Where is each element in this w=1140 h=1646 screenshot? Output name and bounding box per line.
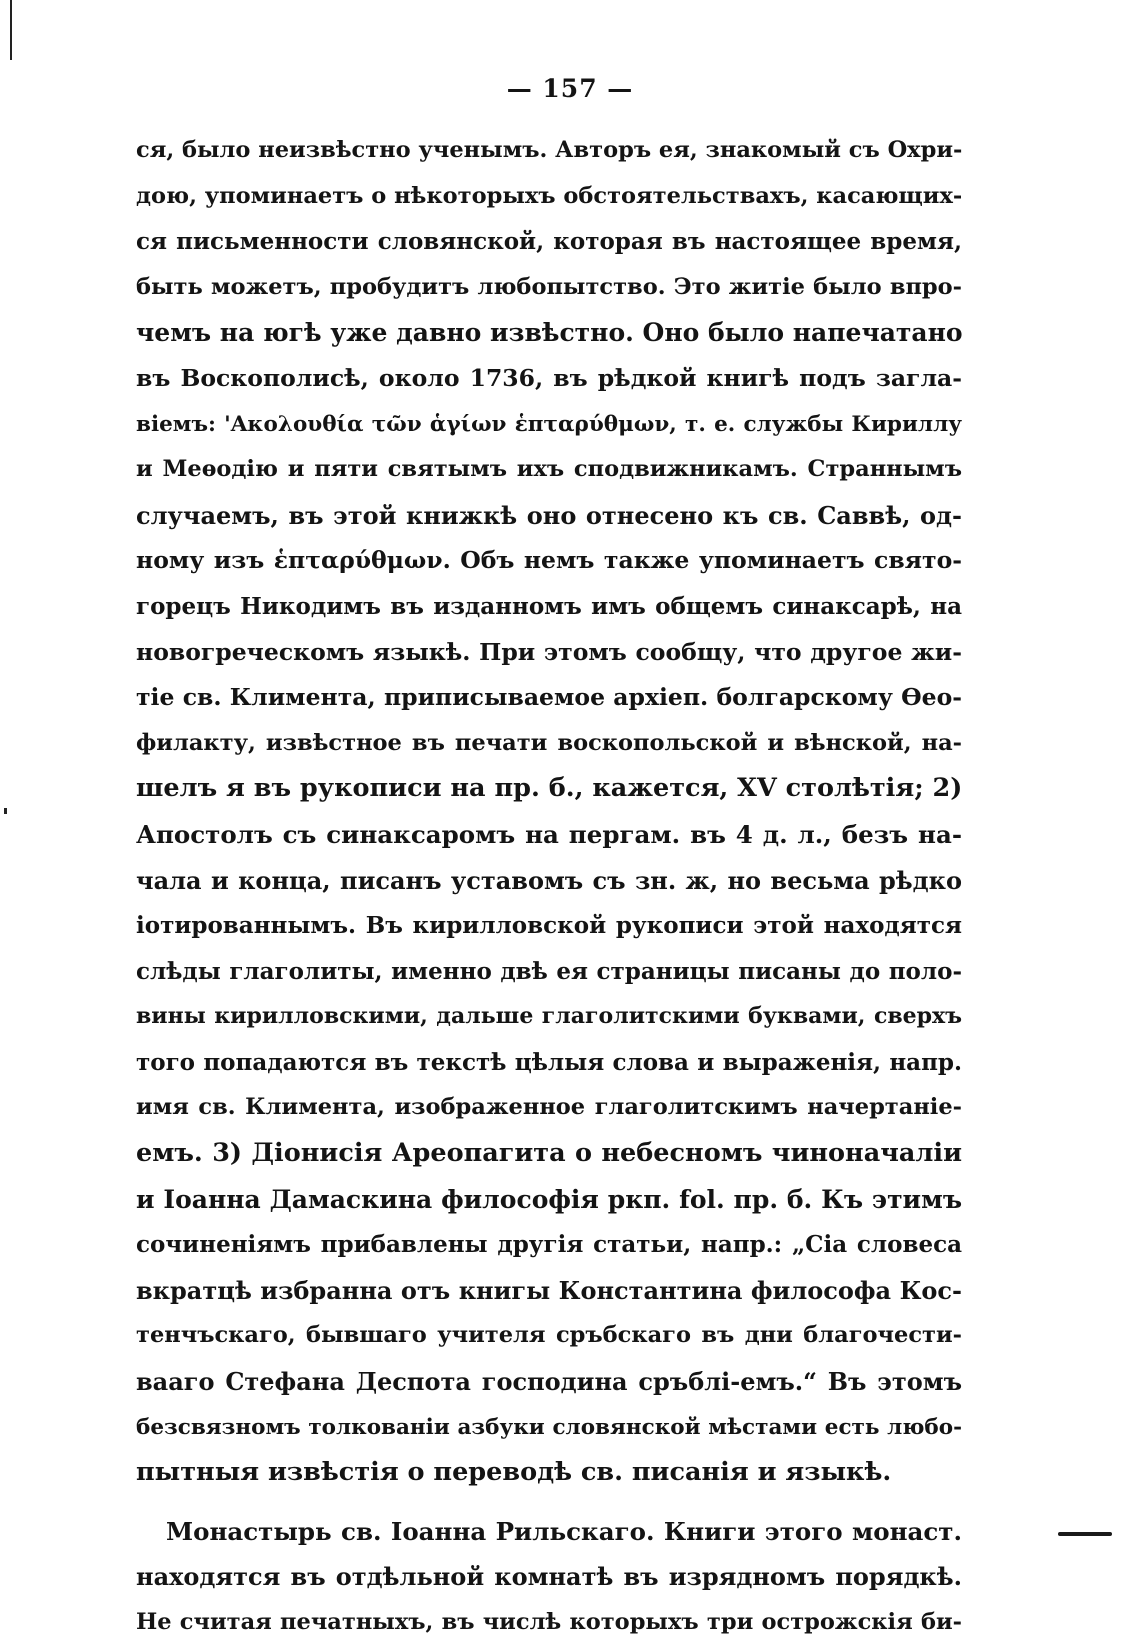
text-line: ному изъ ἑπταρύθμων. Объ немъ также упоминаетъ свято-	[136, 546, 962, 575]
text-line: того попадаются въ текстѣ цѣлыя слова и выраженія, напр.	[136, 1048, 962, 1076]
text-line: чала и конца, писанъ уставомъ съ зн. ж, но весьма рѣдко	[136, 865, 962, 895]
text-line: Не считая печатныхъ, въ числѣ которыхъ три острожскія би-	[136, 1609, 962, 1635]
scan-border-line	[10, 0, 12, 60]
text-line: іотированнымъ. Въ кирилловской рукописи этой находятся	[136, 912, 962, 940]
text-line: ся, было неизвѣстно ученымъ. Авторъ ея, знакомый съ Охри-	[136, 137, 963, 163]
text-line: тіе св. Климента, приписываемое архіеп. болгарскому Ѳео-	[136, 683, 962, 712]
text-line: вааго Стефана Деспота господина сръблі-емъ.“ Въ этомъ	[136, 1367, 962, 1397]
text-line: ся письменности словянской, которая въ настоящее время,	[136, 228, 962, 256]
text-line: слѣды глаголиты, именно двѣ ея страницы писаны до поло-	[136, 957, 962, 985]
text-line: сочиненіямъ прибавлены другія статьи, напр.: „Сіа словеса	[136, 1231, 962, 1259]
text-line: быть можетъ, пробудитъ любопытство. Это житіе было впро-	[136, 273, 962, 300]
text-line: вкратцѣ избранна отъ книгы Константина философа Кос-	[136, 1275, 962, 1305]
text-line: въ Воскополисѣ, около 1736, въ рѣдкой книгѣ подъ загла-	[136, 363, 962, 392]
text-line: новогреческомъ языкѣ. При этомъ сообщу, что другое жи-	[136, 637, 962, 666]
text-line: филакту, извѣстное въ печати воскопольской и вѣнской, на-	[136, 729, 962, 756]
text-line: віемъ: 'Ακολουθία τῶν ἁγίων ἑπταρύθμων, т. е. службы Кириллу	[136, 411, 962, 437]
text-line: чемъ на югѣ уже давно извѣстно. Оно было напечатано	[136, 318, 963, 348]
text-line: случаемъ, въ этой книжкѣ оно отнесено къ св. Саввѣ, од-	[136, 500, 962, 530]
scan-edge-mark	[4, 808, 7, 814]
text-line: горецъ Никодимъ въ изданномъ имъ общемъ синаксарѣ, на	[136, 592, 962, 620]
paragraph-2	[136, 1509, 962, 1646]
text-line: емъ. 3) Діонисія Ареопагита о небесномъ чиноначаліи	[136, 1138, 962, 1169]
text-line: шелъ я въ рукописи на пр. б., кажется, XV столѣтія; 2)	[136, 773, 963, 804]
page-number: — 157 —	[506, 74, 634, 103]
paragraph-1	[136, 128, 962, 1496]
text-line: вины кирилловскими, дальше глаголитскими буквами, сверхъ	[136, 1003, 962, 1030]
text-line: находятся въ отдѣльной комнатѣ въ изрядномъ порядкѣ.	[136, 1562, 962, 1592]
text-line: Монастырь св. Іоанна Рильскаго. Книги этого монаст.	[166, 1516, 962, 1546]
text-line: дою, упоминаетъ о нѣкоторыхъ обстоятельствахъ, касающих-	[136, 182, 963, 209]
text-line: безсвязномъ толкованіи азбуки словянской мѣстами есть любо-	[136, 1414, 962, 1440]
text-line: Апостолъ съ синаксаромъ на пергам. въ 4 д. л., безъ на-	[136, 819, 962, 849]
text-line: имя св. Климента, изображенное глаголитскимъ начертаніе-	[136, 1094, 962, 1121]
text-line: тенчъскаго, бывшаго учителя сръбскаго въ дни благочести-	[136, 1322, 962, 1349]
text-line: и Іоанна Дамаскина философія ркп. fol. пр. б. Къ этимъ	[136, 1184, 962, 1214]
paragraph-gap	[136, 1496, 962, 1509]
scan-smudge-mark	[1058, 1532, 1112, 1536]
body-text	[136, 128, 962, 1646]
text-line: и Меѳодію и пяти святымъ ихъ сподвижникамъ. Страннымъ	[136, 456, 962, 483]
text-line: пытныя извѣстія о переводѣ св. писанія и языкѣ.	[136, 1457, 892, 1488]
